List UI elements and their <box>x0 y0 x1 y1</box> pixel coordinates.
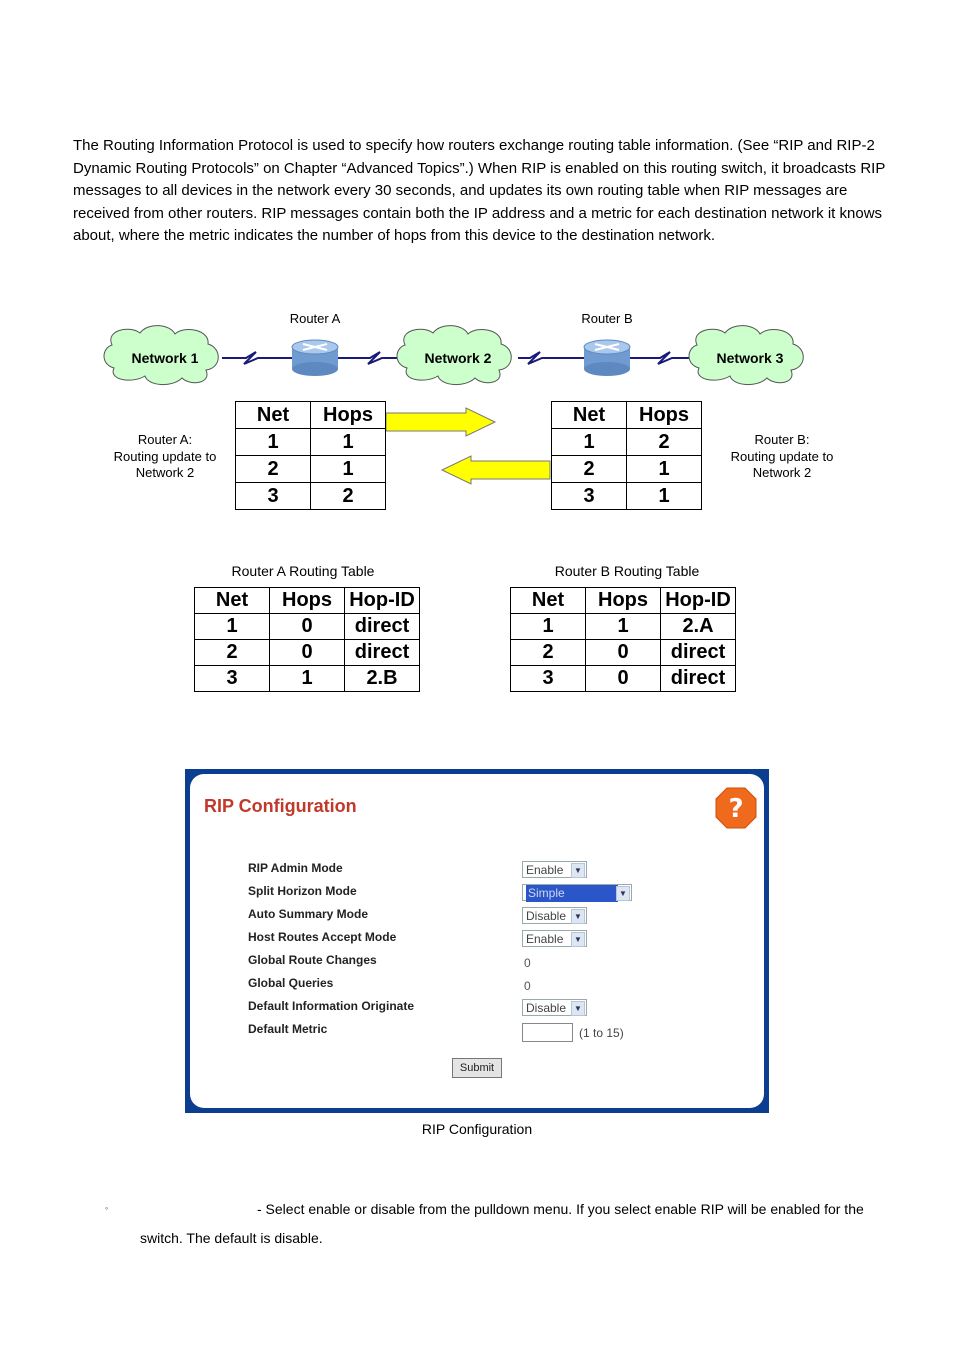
header-cell: Hop-ID <box>661 588 736 614</box>
header-cell: Hops <box>627 402 702 429</box>
router-a-update-table <box>235 401 386 510</box>
router-a-note <box>100 432 230 482</box>
table-cell: 1 <box>236 429 311 456</box>
router-b-routing-table <box>510 587 736 692</box>
split-horizon-mode-select[interactable] <box>522 884 632 901</box>
auto-summary-mode-select[interactable] <box>522 907 587 924</box>
host-routes-accept-mode-label: Host Routes Accept Mode <box>248 930 397 944</box>
default-metric-input[interactable] <box>522 1023 573 1042</box>
router-a-table-title: Router A Routing Table <box>231 563 375 579</box>
table-cell: 3 <box>195 666 270 692</box>
router-b-update-table <box>551 401 702 510</box>
table-cell: 1 <box>511 614 586 640</box>
network-1-label: Network 1 <box>131 350 199 366</box>
table-cell: 1 <box>627 483 702 510</box>
select-value: Disable <box>526 1001 567 1015</box>
description-line-1: - Select enable or disable from the pulldown menu. If you select enable RIP will be enabled for the <box>257 1201 864 1217</box>
table-cell: direct <box>661 666 736 692</box>
router-a-routing-table <box>194 587 420 692</box>
chevron-down-icon: ▼ <box>571 1001 585 1016</box>
arrow-left <box>442 456 550 484</box>
description-line-2: switch. The default is disable. <box>140 1230 323 1246</box>
table-cell: 3 <box>236 483 311 510</box>
table-cell: direct <box>661 640 736 666</box>
host-routes-accept-mode-select[interactable] <box>522 930 587 947</box>
header-cell: Hops <box>270 588 345 614</box>
table-cell: 1 <box>552 429 627 456</box>
router-a-note-line: Routing update to <box>113 448 217 464</box>
table-cell: 2 <box>236 456 311 483</box>
rip-panel-body <box>190 774 764 1108</box>
select-value: Enable <box>526 932 564 946</box>
chevron-down-icon: ▼ <box>571 909 585 924</box>
chevron-down-icon: ▼ <box>571 863 585 878</box>
default-metric-label: Default Metric <box>248 1022 328 1036</box>
global-route-changes-label: Global Route Changes <box>248 953 377 967</box>
table-cell: 2.A <box>661 614 736 640</box>
rip-admin-mode-select[interactable] <box>522 861 587 878</box>
submit-button[interactable]: Submit <box>452 1058 502 1078</box>
table-cell: 2 <box>195 640 270 666</box>
rip-title: RIP Configuration <box>204 796 357 816</box>
svg-text:?: ? <box>728 794 744 824</box>
arrow-right <box>386 408 495 436</box>
router-a-note-line: Router A: <box>137 432 193 447</box>
table-cell: 1 <box>270 666 345 692</box>
default-metric-range: (1 to 15) <box>579 1026 624 1040</box>
table-cell: 1 <box>195 614 270 640</box>
header-cell: Hops <box>311 402 386 429</box>
table-cell: 2 <box>627 429 702 456</box>
rip-configuration-panel <box>185 769 769 1113</box>
header-cell: Net <box>511 588 586 614</box>
router-a-note-line: Network 2 <box>135 465 195 480</box>
header-cell: Net <box>236 402 311 429</box>
figure-caption: RIP Configuration <box>421 1121 533 1137</box>
router-b-note <box>717 432 847 482</box>
header-cell: Hops <box>586 588 661 614</box>
global-route-changes-value: 0 <box>524 956 531 970</box>
global-queries-value: 0 <box>524 979 531 993</box>
table-cell: direct <box>345 614 420 640</box>
router-b-icon <box>584 340 630 376</box>
table-cell: 1 <box>311 456 386 483</box>
table-cell: 0 <box>270 640 345 666</box>
network-3-label: Network 3 <box>716 350 784 366</box>
table-cell: 2.B <box>345 666 420 692</box>
table-cell: 1 <box>586 614 661 640</box>
router-b-table-title: Router B Routing Table <box>554 563 700 579</box>
table-cell: 2 <box>552 456 627 483</box>
table-cell: 3 <box>552 483 627 510</box>
rip-admin-mode-label: RIP Admin Mode <box>248 861 343 875</box>
default-information-originate-label: Default Information Originate <box>248 999 415 1013</box>
global-queries-label: Global Queries <box>248 976 334 990</box>
header-cell: Net <box>195 588 270 614</box>
help-icon[interactable] <box>714 786 758 830</box>
table-cell: 1 <box>627 456 702 483</box>
router-a-icon <box>292 340 338 376</box>
header-cell: Net <box>552 402 627 429</box>
select-value: Disable <box>526 909 567 923</box>
table-cell: 0 <box>586 666 661 692</box>
split-horizon-mode-label: Split Horizon Mode <box>248 884 357 898</box>
network-2-label: Network 2 <box>424 350 492 366</box>
select-value: Enable <box>526 863 564 877</box>
table-cell: 3 <box>511 666 586 692</box>
table-cell: 1 <box>311 429 386 456</box>
header-cell: Hop-ID <box>345 588 420 614</box>
default-information-originate-select[interactable] <box>522 999 587 1016</box>
bullet-marker: ◦ <box>105 1203 109 1213</box>
table-cell: direct <box>345 640 420 666</box>
router-b-label: Router B <box>581 311 633 326</box>
table-cell: 0 <box>586 640 661 666</box>
select-value: Simple <box>526 885 618 902</box>
table-cell: 2 <box>311 483 386 510</box>
router-b-note-line: Routing update to <box>730 448 834 464</box>
table-cell: 0 <box>270 614 345 640</box>
auto-summary-mode-label: Auto Summary Mode <box>248 907 369 921</box>
chevron-down-icon: ▼ <box>616 886 630 901</box>
router-a-label: Router A <box>289 311 341 326</box>
intro-paragraph: The Routing Information Protocol is used to specify how routers exchange routing table information. (See “RIP and RIP-2 Dynamic Routing Protocols” on Chapter “Advanced Topics”.) When RIP is enabled on this routing switch, it broadcasts RIP messages to all devices in the network every 30 seconds, and updates its own routing table when RIP messages are received from other routers. RIP messages contain both the IP address and a metric for each destination network it knows about, where the metric indicates the number of hops from this device to the destination network. <box>73 137 886 244</box>
router-b-note-line: Router B: <box>754 432 810 447</box>
chevron-down-icon: ▼ <box>571 932 585 947</box>
rip-diagram <box>0 300 954 720</box>
table-cell: 2 <box>511 640 586 666</box>
router-b-note-line: Network 2 <box>752 465 812 480</box>
